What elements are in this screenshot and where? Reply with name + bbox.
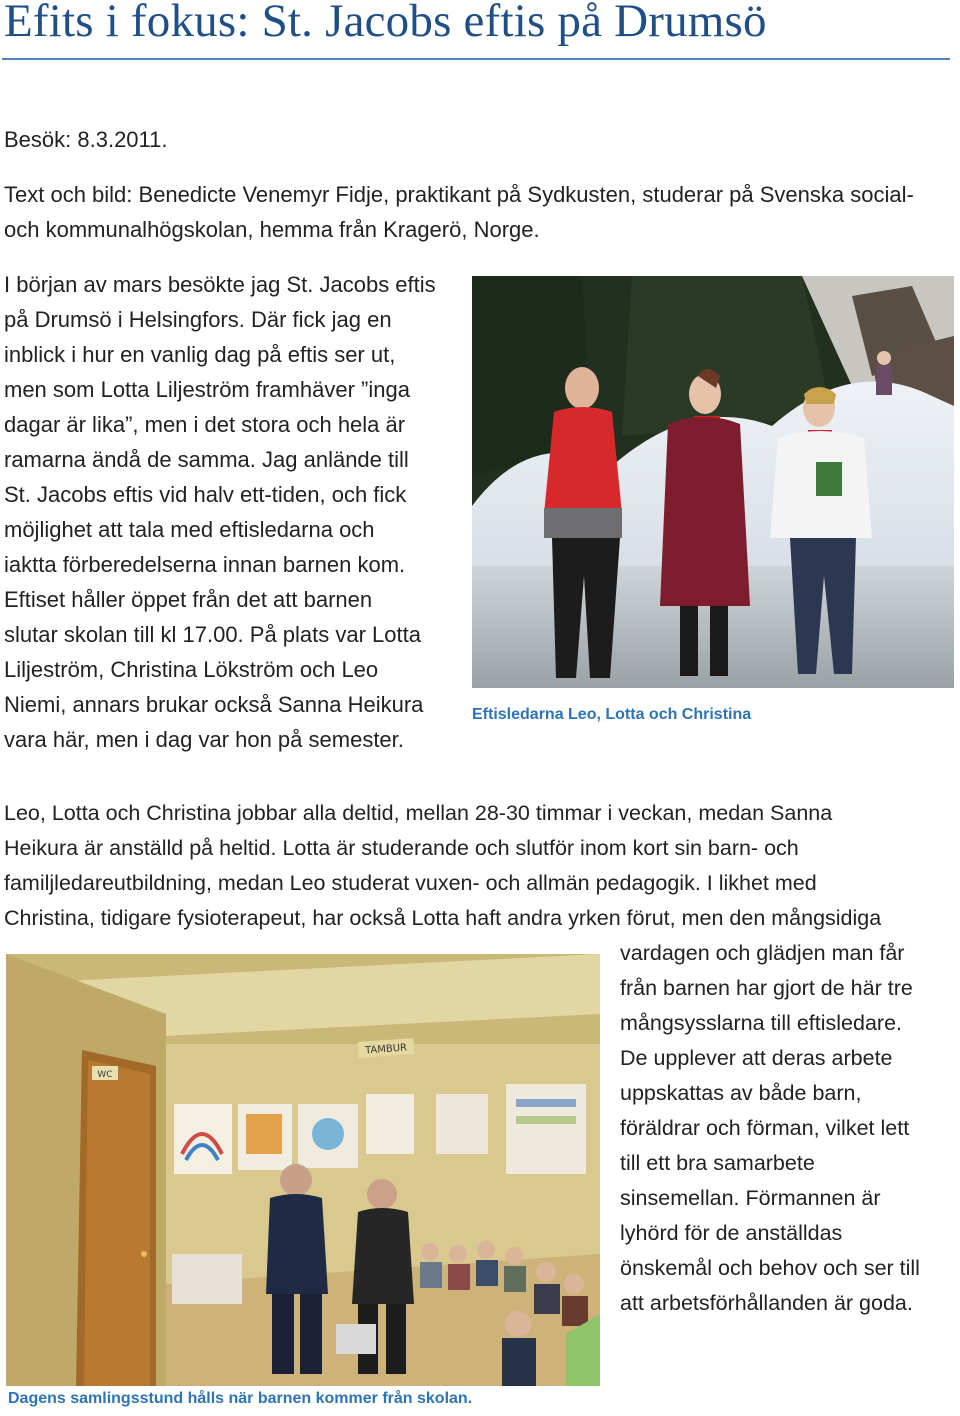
body-line: sinsemellan. Förmannen är <box>620 1186 881 1210</box>
body-line: mångsysslarna till eftisledare. <box>620 1011 903 1035</box>
body-line: familjledareutbildning, medan Leo studerat vuxen- och allmän pedagogik. I likhet med <box>4 871 817 895</box>
body-line: Christina, tidigare fysioterapeut, har också Lotta haft andra yrken förut, men den mångsidiga <box>4 906 882 930</box>
body-line: till ett bra samarbete <box>620 1151 815 1175</box>
photo-leaders-image <box>472 276 954 688</box>
body-line: lyhörd för de anställdas <box>620 1221 843 1245</box>
intro-line: Eftiset håller öppet från det att barnen <box>4 587 373 612</box>
intro-line: men som Lotta Liljeström framhäver ”inga <box>4 377 410 402</box>
intro-line: inblick i hur en vanlig dag på eftis ser ut, <box>4 342 396 367</box>
photo-gathering <box>6 954 600 1386</box>
credit-line: och kommunalhögskolan, hemma från Kragerö, Norge. <box>4 217 540 242</box>
visit-date: Besök: 8.3.2011. <box>4 127 168 152</box>
body-line: De upplever att deras arbete <box>620 1046 893 1070</box>
intro-line: ramarna ändå de samma. Jag anlände till <box>4 447 409 472</box>
body-line: önskemål och behov och ser till <box>620 1256 920 1280</box>
intro-line: iaktta förberedelserna innan barnen kom. <box>4 552 406 577</box>
intro-line: på Drumsö i Helsingfors. Där fick jag en <box>4 307 392 332</box>
body-line: vardagen och glädjen man får <box>620 941 905 965</box>
intro-line: Niemi, annars brukar också Sanna Heikura <box>4 692 424 717</box>
credit-line: Text och bild: Benedicte Venemyr Fidje, praktikant på Sydkusten, studerar på Svenska social- <box>4 182 914 207</box>
body-line: Heikura är anställd på heltid. Lotta är studerande och slutför inom kort sin barn- och <box>4 836 799 860</box>
intro-line: St. Jacobs eftis vid halv ett-tiden, och fick <box>4 482 407 507</box>
photo-leaders-caption: Eftisledarna Leo, Lotta och Christina <box>472 706 752 723</box>
page-title: Efits i fokus: St. Jacobs eftis på Drumsö <box>4 0 767 47</box>
intro-line: I början av mars besökte jag St. Jacobs eftis <box>4 272 436 297</box>
body-line: föräldrar och förman, vilket lett <box>620 1116 910 1140</box>
body-line: Leo, Lotta och Christina jobbar alla deltid, mellan 28-30 timmar i veckan, medan Sanna <box>4 801 833 825</box>
sign-tambur: TAMBUR <box>364 1042 408 1057</box>
photo-gathering-image <box>6 954 600 1386</box>
intro-line: Liljeström, Christina Lökström och Leo <box>4 657 379 682</box>
body-line: från barnen har gjort de här tre <box>620 976 913 1000</box>
intro-line: slutar skolan till kl 17.00. På plats var Lotta <box>4 622 421 647</box>
intro-line: vara här, men i dag var hon på semester. <box>4 727 404 752</box>
intro-line: dagar är lika”, men i det stora och hela är <box>4 412 406 437</box>
sign-wc: WC <box>97 1070 113 1080</box>
photo-gathering-caption: Dagens samlingsstund hålls när barnen kommer från skolan. <box>8 1390 473 1407</box>
body-line: att arbetsförhållanden är goda. <box>620 1291 913 1315</box>
body-line: uppskattas av både barn, <box>620 1081 862 1105</box>
photo-leaders <box>472 276 954 688</box>
intro-line: möjlighet att tala med eftisledarna och <box>4 517 375 542</box>
title-divider <box>2 58 950 60</box>
